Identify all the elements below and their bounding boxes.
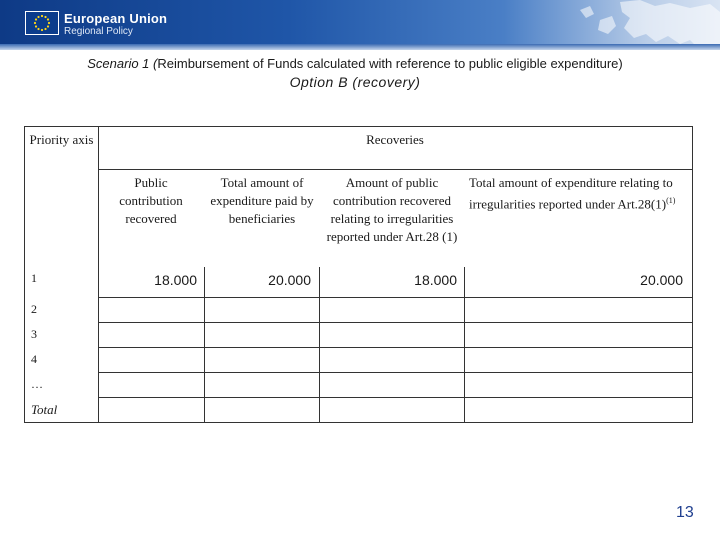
- header-banner: [0, 0, 720, 50]
- recoveries-table: [24, 126, 693, 423]
- col-public-contribution: Public contribution recovered: [119, 175, 183, 226]
- col-total-irregularities: [469, 174, 689, 213]
- grid-line: [464, 267, 465, 422]
- row-total-label: Total: [31, 402, 58, 417]
- grid-line: [98, 297, 692, 298]
- header-recoveries: Recoveries: [366, 132, 424, 147]
- footnote-ref: (1): [666, 196, 676, 205]
- europe-map-icon: [560, 0, 720, 50]
- banner-shade: [0, 44, 720, 50]
- header-priority-axis: Priority axis: [29, 132, 94, 147]
- cell-public-recovered: 18.000: [154, 272, 197, 288]
- row-axis-label: 3: [31, 327, 37, 341]
- eu-flag-icon: [25, 11, 59, 35]
- cell-total-irregularities: 20.000: [640, 272, 683, 288]
- col-total-irregularities-text: Total amount of expenditure relating to irregularities reported under Art.28(1): [469, 175, 673, 212]
- cell-amount-public: 18.000: [414, 272, 457, 288]
- grid-line: [98, 169, 692, 170]
- option-title: Option B (recovery): [289, 74, 421, 90]
- col-total-paid: Total amount of expenditure paid by beneficiaries: [210, 175, 314, 226]
- row-axis-label: 2: [31, 302, 37, 316]
- grid-line: [319, 267, 320, 422]
- cell-total-paid: 20.000: [268, 272, 311, 288]
- col-amount-public: Amount of public contribution recovered relating to irregularities reported under Art.28 (1): [326, 175, 458, 244]
- grid-line: [98, 322, 692, 323]
- scenario-title-rest: Reimbursement of Funds calculated with reference to public eligible expenditure): [157, 56, 623, 71]
- grid-line: [98, 372, 692, 373]
- page-number: 13: [676, 504, 694, 521]
- scenario-title-italic: Scenario 1 (: [87, 56, 158, 71]
- grid-line: [98, 397, 692, 398]
- row-axis-label: 1: [31, 271, 37, 285]
- row-axis-label: 4: [31, 352, 37, 366]
- scenario-title: [0, 56, 710, 71]
- row-axis-label: …: [31, 377, 43, 391]
- org-name: European Union: [64, 11, 168, 26]
- grid-line: [98, 127, 99, 422]
- org-subtitle: Regional Policy: [64, 26, 133, 37]
- grid-line: [98, 347, 692, 348]
- grid-line: [204, 267, 205, 422]
